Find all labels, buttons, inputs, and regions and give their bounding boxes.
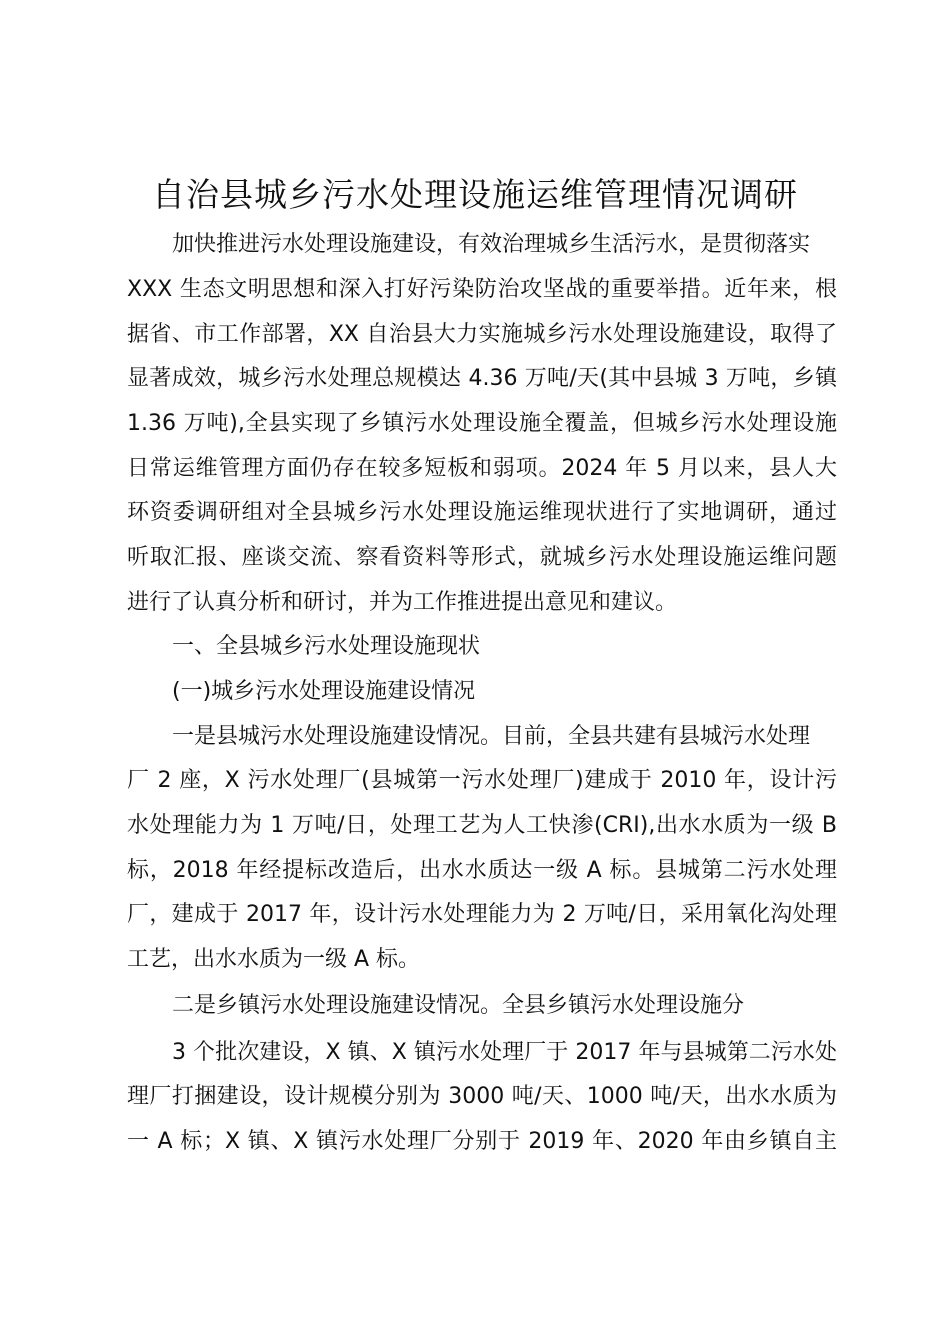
body-line: 据省、市工作部署，XX 自治县大力实施城乡污水处理设施建设，取得了: [127, 322, 837, 347]
body-line: 日常运维管理方面仍存在较多短板和弱项。2024 年 5 月以来，县人大: [127, 456, 837, 481]
body-line: 水处理能力为 1 万吨/日，处理工艺为人工快渗(CRI),出水水质为一级 B: [127, 813, 837, 838]
body-line: 1.36 万吨),全县实现了乡镇污水处理设施全覆盖，但城乡污水处理设施: [127, 411, 837, 436]
body-line: 一是县城污水处理设施建设情况。目前，全县共建有县城污水处理: [172, 724, 811, 749]
body-line: 一 A 标；X 镇、X 镇污水处理厂分别于 2019 年、2020 年由乡镇自主: [127, 1129, 837, 1154]
body-line: 厂，建成于 2017 年，设计污水处理能力为 2 万吨/日，采用氧化沟处理: [127, 902, 837, 927]
body-line: 进行了认真分析和研讨，并为工作推进提出意见和建议。: [127, 590, 678, 615]
body-line: 厂 2 座，X 污水处理厂(县城第一污水处理厂)建成于 2010 年，设计污: [127, 768, 837, 793]
body-line: 标，2018 年经提标改造后，出水水质达一级 A 标。县城第二污水处理: [127, 858, 837, 883]
body-line: 3 个批次建设，X 镇、X 镇污水处理厂于 2017 年与县城第二污水处: [172, 1040, 837, 1065]
section-heading: 一、全县城乡污水处理设施现状: [172, 634, 481, 659]
body-line: 理厂打捆建设，设计规模分别为 3000 吨/天、1000 吨/天，出水水质为: [127, 1084, 837, 1109]
body-line: 二是乡镇污水处理设施建设情况。全县乡镇污水处理设施分: [172, 993, 745, 1018]
body-line: XXX 生态文明思想和深入打好污染防治攻坚战的重要举措。近年来，根: [127, 277, 837, 302]
document-title: 自治县城乡污水处理设施运维管理情况调研: [152, 175, 798, 214]
body-line: 显著成效，城乡污水处理总规模达 4.36 万吨/天(其中县城 3 万吨，乡镇: [127, 366, 837, 391]
body-line: 环资委调研组对全县城乡污水处理设施运维现状进行了实地调研，通过: [127, 500, 837, 525]
body-line: 加快推进污水处理设施建设，有效治理城乡生活污水，是贯彻落实: [172, 232, 811, 257]
body-line: 工艺，出水水质为一级 A 标。: [127, 947, 421, 972]
subsection-heading: (一)城乡污水处理设施建设情况: [172, 679, 476, 704]
body-line: 听取汇报、座谈交流、察看资料等形式，就城乡污水处理设施运维问题: [127, 545, 837, 570]
